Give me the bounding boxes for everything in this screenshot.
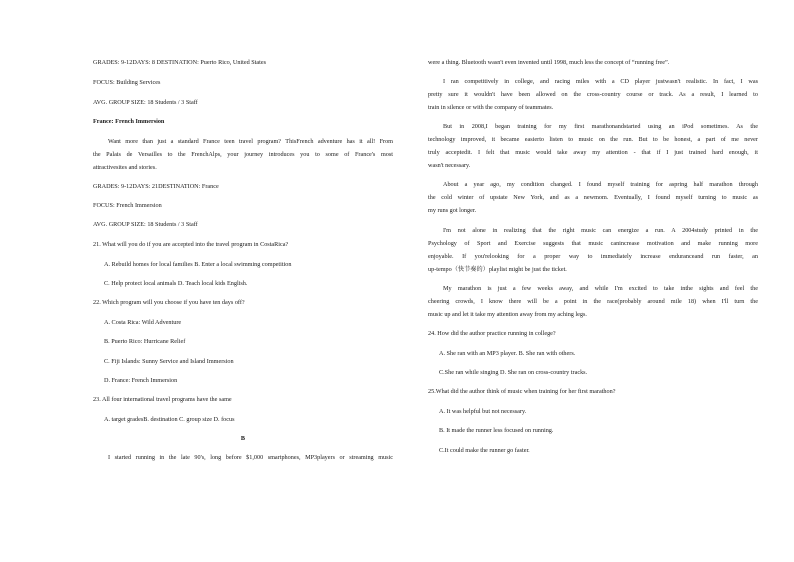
q22-option-d: D. France: French Immersion <box>104 377 178 384</box>
passage-line-17: cheering crowds, I know there will be a point in the race(probably around mile 18) when I'll turn the <box>428 298 758 305</box>
section-b-heading: B <box>240 435 246 442</box>
passage-line-12: I'm not alone in realizing that the right music can energize a run. A 2004study printed in the <box>443 227 758 234</box>
passage-b-line1: I started running in the late 90's, long before $1,000 smartphones, MP3players or streaming music <box>108 454 393 461</box>
question-25: 25.What did the author think of music when training for her first marathon? <box>428 388 616 395</box>
q22-option-b: B. Puerto Rico: Hurricane Relief <box>104 338 186 345</box>
question-21: 21. What will you do if you are accepted into the travel program in CostaRica? <box>93 241 289 248</box>
passage-line-7: truly acceptedit. I felt that music would take away my attention - that if I just trained hard enough, it <box>428 149 758 156</box>
pr-avg-group-size: AVG. GROUP SIZE: 18 Students / 3 Staff <box>93 99 198 106</box>
q25-option-b: B. It made the runner less focused on running. <box>439 427 554 434</box>
france-para-line2: the Palais de Versailles to the FrenchAlps, your journey introduces you to some of France's most <box>93 151 393 158</box>
q22-option-c: C. Fiji Islands: Sunny Service and Island Immersion <box>104 358 234 365</box>
france-para-line1: Want more than just a standard France teen travel program? ThisFrench adventure has it all! From <box>108 138 393 145</box>
passage-line-4: train in silence or with the company of teammates. <box>428 104 554 111</box>
q23-options: A. target gradesB. destination C. group size D. focus <box>104 416 235 423</box>
q24-options-ab: A. She ran with an MP3 player. B. She ran with others. <box>439 350 576 357</box>
passage-line-13: Psychology of Sport and Exercise suggests that music canincrease motivation and make running more <box>428 240 758 247</box>
question-24: 24. How did the author practice running in college? <box>428 330 556 337</box>
passage-line-3: pretty sure it wouldn't have been allowed on the cross-country course or track. As a result, I learned to <box>428 91 758 98</box>
question-22: 22. Which program will you choose if you have ten days off? <box>93 299 245 306</box>
passage-line-11: my runs got longer. <box>428 207 477 214</box>
france-para-line3: attractivesites and stories. <box>93 164 157 171</box>
q24-options-cd: C.She ran while singing D. She ran on cross-country tracks. <box>439 369 588 376</box>
fr-avg-group-size: AVG. GROUP SIZE: 18 Students / 3 Staff <box>93 221 198 228</box>
france-heading: France: French Immersion <box>93 118 165 125</box>
passage-line-14: enjoyable. If you'relooking for a proper way to immediately increase enduranceand run faster, an <box>428 253 758 260</box>
passage-line-8: wasn't necessary. <box>428 162 471 169</box>
question-23: 23. All four international travel programs have the same <box>93 396 232 403</box>
q25-option-c: C.It could make the runner go faster. <box>439 447 530 454</box>
q21-options-ab: A. Rebuild homes for local families B. Enter a local swimming competition <box>104 261 292 268</box>
passage-line-5: But in 2008,I began training for my first marathonandstarted using an iPod sometimes. As the <box>443 123 758 130</box>
passage-line-1: were a thing. Bluetooth wasn't even invented until 1998, much less the concept of “running free”. <box>428 59 670 66</box>
passage-line-9: About a year ago, my condition changed. I found myself training for aspring half marathon through <box>443 181 758 188</box>
fr-grades: GRADES: 9-12DAYS: 21DESTINATION: France <box>93 183 219 190</box>
q25-option-a: A. It was helpful but not necessary. <box>439 408 527 415</box>
passage-line-16: My marathon is just a few weeks away, and while I'm excited to take inthe sights and feel the <box>443 285 758 292</box>
fr-focus: FOCUS: French Immersion <box>93 202 162 209</box>
pr-grades: GRADES: 9-12DAYS: 8 DESTINATION: Puerto Rico, United States <box>93 59 267 66</box>
passage-line-15: up-tempo（快节奏的）playlist might be just the ticket. <box>428 266 567 273</box>
q22-option-a: A. Costa Rica: Wild Adventure <box>104 319 182 326</box>
q21-options-cd: C. Help protect local animals D. Teach local kids English. <box>104 280 248 287</box>
pr-focus: FOCUS: Building Services <box>93 79 161 86</box>
passage-line-18: music up and let it take my attention away from my aching legs. <box>428 311 587 318</box>
passage-line-6: technology improved, it became easierto listen to music on the run. But to be honest, a part of me never <box>428 136 758 143</box>
passage-line-10: the cold winter of upstate New York, and as a newmom. Eventually, I found myself turning to music as <box>428 194 758 201</box>
passage-line-2: I ran competitively in college, and racing miles with a CD player justwasn't realistic. In fact, I was <box>443 78 758 85</box>
